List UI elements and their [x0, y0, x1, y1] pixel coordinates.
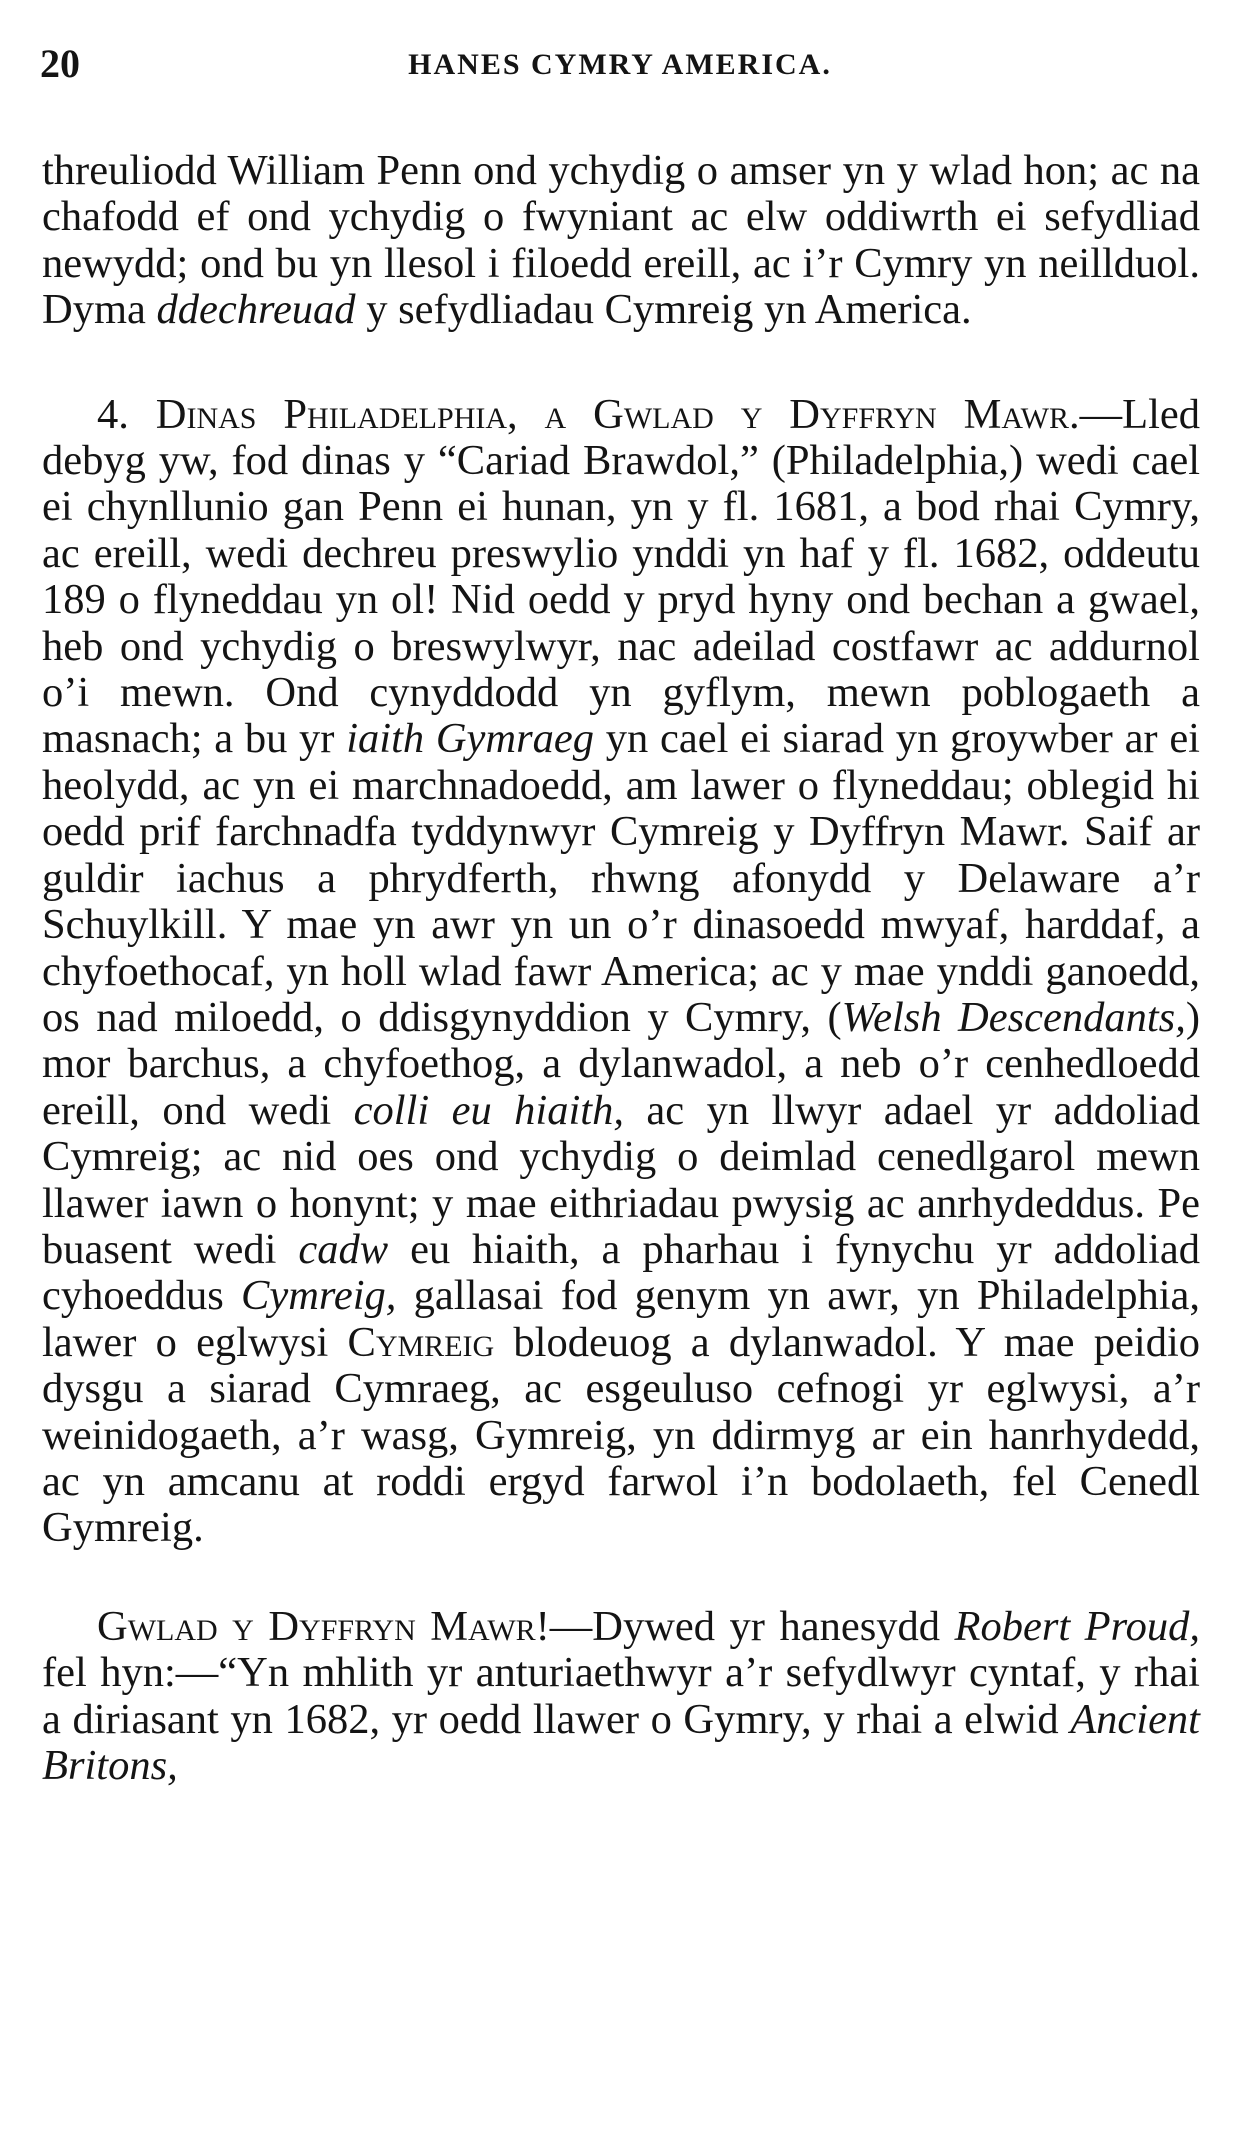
text-run: fel hyn:—“Yn mhlith yr anturiaethwyr a’r sefydlwyr cyntaf, y rhai a diriasant yn 1682, yr oedd llawer o Gymry, y rhai a elwid	[42, 1649, 1200, 1743]
italic-text: Welsh Descendants,	[841, 993, 1186, 1041]
text-run: ac yn llwyr adael yr addoliad Cymreig; ac nid oes ond ychydig o deimlad cenedlgarol mewn llawer iawn o honynt; y mae eithriadau pwysig ac anrhydeddus. Pe buasent wedi	[42, 1086, 1200, 1273]
text-run: —Dywed yr hanesydd	[549, 1602, 955, 1650]
italic-text: Ancient Britons,	[42, 1695, 1200, 1789]
body-text	[42, 148, 1200, 1789]
small-caps-text: Cymreig	[347, 1318, 495, 1366]
section-number: 4.	[97, 390, 156, 438]
section-heading: Gwlad y Dyffryn Mawr!	[97, 1602, 550, 1650]
italic-text: Cymreig,	[241, 1272, 397, 1320]
italic-text: cadw	[298, 1225, 389, 1273]
italic-text: colli eu hiaith,	[353, 1086, 624, 1134]
paragraph-philadelphia	[42, 392, 1200, 1552]
text-run: y sefydliadau Cymreig yn America.	[355, 286, 972, 334]
running-title: HANES CYMRY AMERICA.	[408, 48, 832, 81]
text-run: —Lled debyg yw, fod dinas y “Cariad Brawdol,” (Philadelphia,) wedi cael ei chynllunio gan Penn ei hunan, yn y fl. 1681, a bod rhai Cymry, ac ereill, wedi dechreu preswylio ynddi yn haf y fl. 1682, oddeutu 189 o flyneddau yn ol! Nid oedd y pryd hyny ond bechan a gwael, heb ond ychydig o breswylwyr, nac adeilad costfawr ac addurnol o’i mewn. Ond cynyddodd yn gyflym, mewn poblogaeth a masnach; a bu yr	[42, 390, 1200, 763]
text-run: yn cael ei siarad yn groywber ar ei heolydd, ac yn ei marchnadoedd, am lawer o flyneddau; oblegid hi oedd prif farchnadfa tyddynwyr Cymreig y Dyffryn Mawr. Saif ar guldir iachus a phrydferth, rhwng afonydd y Delaware a’r Schuylkill. Y mae yn awr yn un o’r dinasoedd mwyaf, harddaf, a chyfoethocaf, yn holl wlad fawr America; ac y mae ynddi ganoedd, os nad miloedd, o ddisgynyddion y Cymry, (	[42, 715, 1200, 1041]
italic-text: ddechreuad	[156, 286, 356, 334]
text-run: threuliodd William Penn ond ychydig o amser yn y wlad hon; ac na chafodd ef ond ychydig o fwyniant ac elw oddiwrth ei sefydliad newydd; ond bu yn llesol i filoedd ereill, ac i’r Cymry yn neillduol. Dyma	[42, 147, 1200, 334]
section-heading: Dinas Philadelphia, a Gwlad y Dyffryn Mawr.	[155, 390, 1080, 438]
page-number: 20	[40, 41, 80, 86]
text-run: eu hiaith, a pharhau i fynychu yr addoliad cyhoeddus	[42, 1225, 1200, 1320]
paragraph-intro	[42, 148, 1200, 334]
text-run: blodeuog a dylanwadol. Y mae peidio dysgu a siarad Cymraeg, ac esgeuluso cefnogi yr eglwysi, a’r weinidogaeth, a’r wasg, Gymreig, yn ddirmyg ar ein hanrhydedd, ac yn amcanu at roddi ergyd farwol i’n bodolaeth, fel Cenedl Gymreig.	[42, 1318, 1200, 1552]
italic-text: Robert Proud,	[954, 1602, 1200, 1650]
text-run: gallasai fod genym yn awr, yn Philadelphia, lawer o eglwysi	[42, 1272, 1200, 1366]
paragraph-dyffryn-mawr	[42, 1604, 1200, 1790]
page-header	[40, 40, 1200, 100]
italic-text: iaith Gymraeg	[346, 715, 595, 763]
text-run: ) mor barchus, a chyfoethog, a dylanwadol, a neb o’r cenhedloedd ereill, ond wedi	[42, 993, 1200, 1134]
